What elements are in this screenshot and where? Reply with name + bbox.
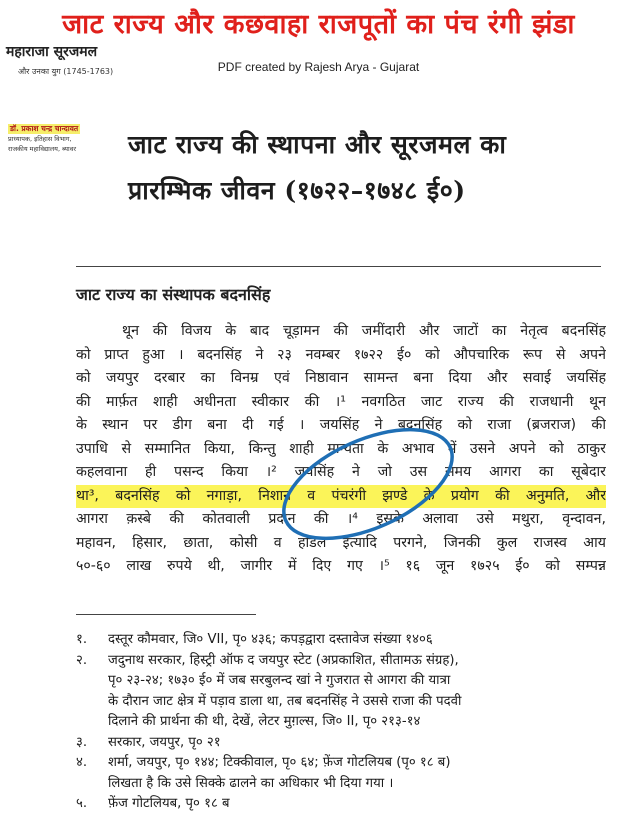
author-box	[8, 124, 108, 154]
author-line-2: राजकीय महाविद्यालय, ब्यावर	[8, 145, 76, 153]
footnote-line: के दौरान जाट क्षेत्र में पड़ाव डाला था, तब बदनसिंह ने उससे राजा की पदवी	[108, 693, 462, 709]
paragraph-line: आगरा क़स्बे की कोतवाली प्रदान की ।⁴ इसके अलावा उसे मथुरा, वृन्दावन,	[76, 511, 606, 527]
footnote-2	[76, 651, 606, 733]
footnotes	[76, 630, 606, 815]
footnote-line: पृ० २३-२४; १७३० ई० में जब सरबुलन्द खां ने गुजरात से आगरा की यात्रा	[108, 673, 451, 688]
chapter-title-line-1: जाट राज्य की स्थापना और सूरजमल का	[128, 130, 507, 159]
divider-top	[76, 266, 601, 267]
footnote-number: २.	[76, 652, 88, 668]
footnote-line: दिलाने की प्रार्थना की थी, देखें, लेटर मुग़ल्स, जि० II, पृ० २१३-१४	[108, 714, 421, 729]
paragraph-line: उपाधि से सम्मानित किया, किन्तु शाही मान्यता के अभाव में उसने अपने को ठाकुर	[76, 440, 606, 457]
paragraph-line-highlighted: था³, बदनसिंह को नगाड़ा, निशान व पंचरंगी झण्डे के प्रयोग की अनुमति, और	[76, 485, 606, 509]
footnote-divider	[76, 614, 256, 615]
paragraph-line: की मार्फ़त शाही अधीनता स्वीकार की ।¹ नवगठित जाट राज्य की राजधानी थून	[76, 393, 606, 410]
author-name: डॉ. प्रकाश चन्द्र चान्दावत	[10, 124, 79, 133]
paragraph-line: के स्थान पर डीग बना दी गई । जयसिंह ने बदनसिंह को राजा (ब्रजराज) की	[76, 417, 606, 433]
footnote-number: १.	[76, 632, 88, 647]
book-subtitle: और उनका युग (1745-1763)	[18, 67, 114, 76]
paragraph-line: को जयपुर दरबार का विनम्र एवं निष्ठावान सामन्त बना दिया और सवाई जयसिंह	[76, 370, 606, 386]
footnote-line: सरकार, जयपुर, पृ० २१	[108, 734, 221, 750]
footnote-5	[76, 794, 606, 815]
footnote-number: ४.	[76, 755, 88, 770]
paragraph-line: महावन, हिसार, छाता, कोसी व होडल इत्यादि परगने, जिनकी कुल राजस्व आय	[76, 534, 606, 551]
pdf-credit: PDF created by Rajesh Arya - Gujarat	[217, 60, 420, 74]
author-line-1: प्राध्यापक, इतिहास विभाग,	[8, 135, 72, 143]
paragraph-line: को प्राप्त हुआ । बदनसिंह ने २३ नवम्बर १७२२ ई० को औपचारिक रूप से अपने	[76, 346, 606, 363]
footnote-3	[76, 733, 606, 754]
banner-title: जाट राज्य और कछवाहा राजपूतों का पंच रंगी झंडा	[62, 9, 575, 40]
footnote-number: ३.	[76, 734, 88, 750]
footnote-line: लिखता है कि उसे सिक्के ढालने का अधिकार भी दिया गया ।	[108, 775, 394, 791]
chapter-title-line-2: प्रारम्भिक जीवन (१७२२–१७४८ ई०)	[128, 176, 466, 205]
book-title: महाराजा सूरजमल	[6, 44, 98, 60]
section-heading: जाट राज्य का संस्थापक बदनसिंह	[76, 285, 271, 304]
paragraph-line: थून की विजय के बाद चूड़ामन की जमींदारी और जाटों का नेतृत्व बदनसिंह	[122, 323, 606, 339]
paragraph-line: ५०-६० लाख रुपये थी, जागीर में दिए गए ।⁵ १६ जून १७२५ ई० को सम्पन्न	[76, 558, 606, 574]
footnote-4	[76, 753, 606, 794]
footnote-line: फ़ेंज गोटलियब, पृ० १८ ब	[108, 796, 230, 811]
paragraph-line: कहलवाना ही पसन्द किया ।² जयसिंह ने जो उस समय आगरा का सूबेदार	[76, 464, 606, 480]
footnote-line: जदुनाथ सरकार, हिस्ट्री ऑफ द जयपुर स्टेट (अप्रकाशित, सीतामऊ संग्रह),	[108, 652, 459, 668]
footnote-line: शर्मा, जयपुर, पृ० १४४; टिक्कीवाल, पृ० ६४; फ़ेंज गोटलियब (पृ० १८ ब)	[108, 755, 451, 770]
footnote-line: दस्तूर कौमवार, जि० VII, पृ० ४३६; कपड़द्वारा दस्तावेज संख्या १४०६	[108, 632, 433, 647]
footnote-1	[76, 630, 606, 651]
footnote-number: ५.	[76, 796, 88, 811]
body-paragraph	[76, 320, 606, 579]
chapter-title	[128, 122, 598, 214]
